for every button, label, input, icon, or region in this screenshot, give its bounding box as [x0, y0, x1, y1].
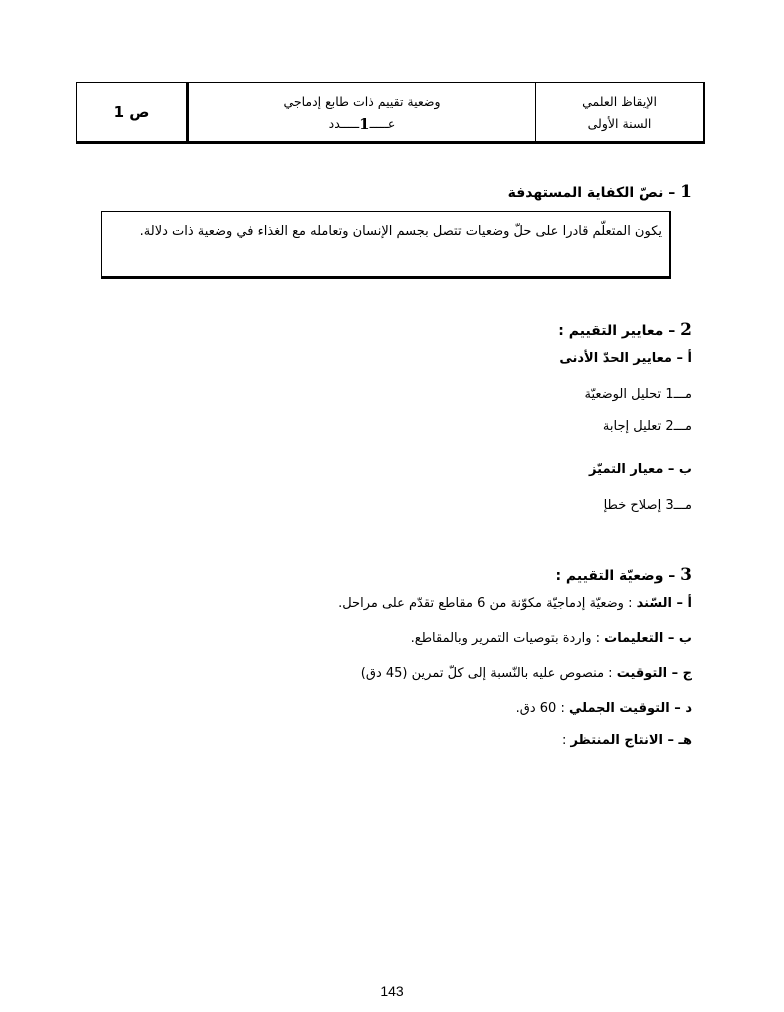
- competency-box: [101, 211, 671, 279]
- subject-name: الإيقاظ العلمي: [582, 93, 657, 109]
- section-number: 3: [680, 565, 692, 585]
- item-expected-output: [562, 733, 692, 748]
- subsection-b-heading: ب – معيار التميّز: [589, 462, 692, 477]
- section-3-heading: [555, 565, 692, 585]
- criterion-3: [604, 498, 692, 513]
- section-number: 2: [680, 320, 692, 340]
- section-title: – وضعيّة التقييم :: [555, 568, 676, 584]
- item-support: [338, 596, 692, 611]
- criterion-code: مـــ1: [665, 387, 692, 402]
- item-value: :: [561, 733, 571, 748]
- section-title: – معايير التقييم :: [558, 323, 676, 339]
- item-value: : وضعيّة إدماجيّة مكوّنة من 6 مقاطع تقدّم على مراحل.: [338, 596, 637, 611]
- criterion-label: تحليل الوضعيّة: [584, 387, 662, 402]
- item-key: أ – السّند: [636, 596, 692, 611]
- item-value: : منصوص عليه بالنّسبة إلى كلّ تمرين (45 دق): [360, 666, 617, 681]
- section-number: 1: [680, 182, 692, 202]
- number-suffix: ـــــدد: [328, 115, 360, 131]
- number-prefix: عـــــ: [369, 115, 396, 131]
- criterion-2: [603, 419, 692, 434]
- item-instructions: [411, 631, 692, 646]
- item-key: ج – التوقيت: [616, 666, 692, 681]
- page-number: 143: [380, 983, 404, 999]
- item-key: ب – التعليمات: [604, 631, 692, 646]
- item-total-time: [516, 701, 692, 716]
- subject-cell: [536, 83, 703, 141]
- item-key: د – التوقيت الجملي: [568, 701, 692, 716]
- item-key: هـ – الانتاج المنتظر: [570, 733, 692, 748]
- item-value: : 60 دق.: [515, 701, 569, 716]
- header-table: [76, 82, 705, 144]
- criterion-code: مـــ3: [665, 498, 692, 513]
- criterion-1: [584, 387, 692, 402]
- item-value: : واردة بتوصيات التمرير وبالمقاطع.: [410, 631, 605, 646]
- title-cell: [189, 83, 536, 141]
- page-label: ص 1: [113, 103, 150, 121]
- page-label-cell: [77, 83, 189, 141]
- subsection-a-heading: أ – معايير الحدّ الأدنى: [559, 351, 692, 366]
- item-timing: [361, 666, 692, 681]
- section-2-heading: [558, 320, 692, 340]
- criterion-label: إصلاح خطإ: [603, 498, 662, 513]
- evaluation-number: [329, 116, 396, 131]
- criterion-code: مـــ2: [665, 419, 692, 434]
- grade-level: السنة الأولى: [587, 115, 652, 131]
- section-title: – نصّ الكفاية المستهدفة: [507, 185, 676, 201]
- criterion-label: تعليل إجابة: [602, 419, 662, 434]
- evaluation-title: وضعية تقييم ذات طابع إدماجي: [283, 93, 441, 109]
- competency-text: يكون المتعلّم قادرا على حلّ وضعيات تتصل بجسم الإنسان وتعامله مع الغذاء في وضعية ذات دلالة.: [139, 224, 662, 239]
- number-value: 1: [359, 114, 370, 133]
- section-1-heading: [508, 182, 692, 202]
